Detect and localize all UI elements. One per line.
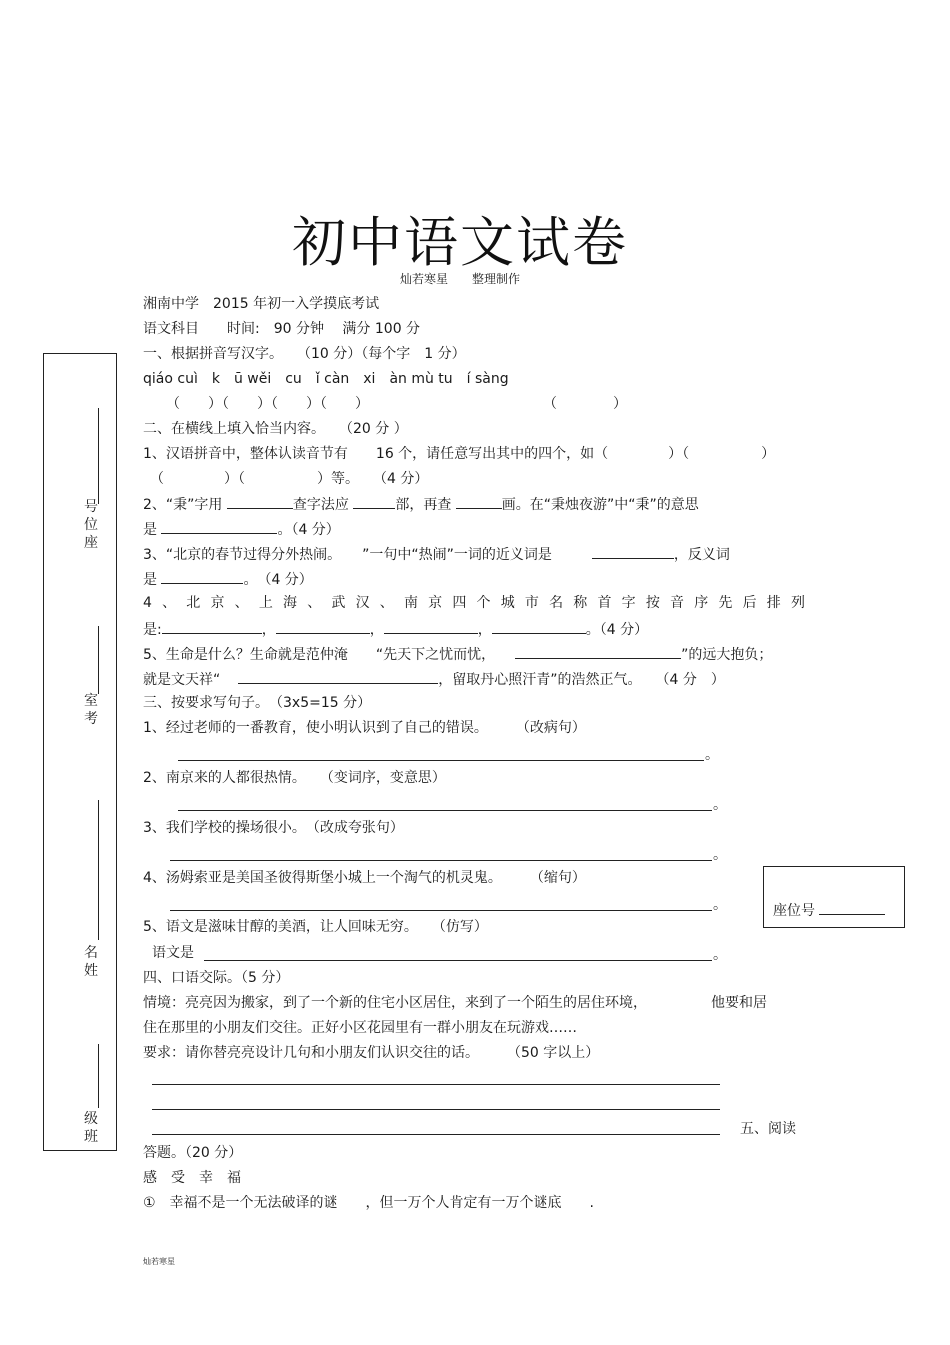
- s2-q4-char: 按: [645, 595, 660, 611]
- s4-context-line2: 住在那里的小朋友们交往。正好小区花园里有一群小朋友在玩游戏……: [143, 1020, 577, 1036]
- sidebar-divider: [98, 800, 99, 940]
- s3-q1: 1、经过老师的一番教育，使小明认识到了自己的错误。 （改病句）: [143, 720, 586, 736]
- s2-q5-line2: [143, 669, 725, 689]
- s2-q4-char: 4: [143, 595, 152, 611]
- section2-heading: 二、在横线上填入恰当内容。 （20 分 ）: [143, 421, 408, 437]
- s2-q4-char: 四: [452, 595, 467, 611]
- s2-q4-char: 、: [162, 595, 177, 611]
- s2-q5-text: 就是文天祥“: [143, 672, 221, 688]
- s2-q2-blank-method[interactable]: [227, 494, 293, 509]
- section3-heading: 三、按要求写句子。 （3x5=15 分）: [143, 695, 372, 711]
- s2-q4-char: 音: [670, 595, 685, 611]
- passage-paragraph-1: ① 幸福不是一个无法破译的谜 ，但一万个人肯定有一万个谜底 .: [143, 1195, 594, 1211]
- subject-info: 语文科目 时间: 90 分钟 满分 100 分: [143, 321, 421, 337]
- s2-q3-text: ，反义词: [673, 547, 730, 563]
- s4-answer-line[interactable]: [152, 1109, 720, 1110]
- s2-q4-char: 市: [524, 595, 539, 611]
- s2-q5-blank-wen[interactable]: [238, 669, 438, 684]
- s3-q2-answer-line[interactable]: [178, 810, 712, 811]
- s3-q1-answer-line[interactable]: [178, 760, 704, 761]
- s2-q1-bracket-end: ）: [761, 446, 776, 462]
- exam-room-label: 室 考: [84, 693, 98, 727]
- s2-q5-text: 5、生命是什么？生命就是范仲淹 “先天下之忧而忧，: [143, 647, 496, 663]
- s2-q4-char: 南: [403, 595, 418, 611]
- s2-q4-score: 。（4 分）: [585, 622, 649, 638]
- s2-q4-blank[interactable]: [384, 619, 478, 634]
- passage-title: 感 受 幸 福: [143, 1170, 241, 1186]
- s2-q4-comma: ，: [261, 622, 276, 638]
- s2-q4-char: 字: [621, 595, 636, 611]
- s2-q5-line1: [143, 644, 772, 664]
- s2-q2-score: 。（4 分）: [277, 522, 340, 538]
- s3-q4: 4、汤姆索亚是美国圣彼得斯堡小城上一个淘气的机灵鬼。 （缩句）: [143, 870, 586, 886]
- s2-q1-line2: [150, 470, 428, 488]
- school-exam-info: 湘南中学 2015 年初一入学摸底考试: [143, 296, 380, 312]
- section4-heading: 四、口语交际。（5 分）: [143, 970, 290, 986]
- s3-q2: 2、南京来的人都很热情。 （变词序，变意思）: [143, 770, 446, 786]
- s2-q4-char: 后: [742, 595, 757, 611]
- s2-q1-text: 1、汉语拼音中，整体认读音节有 16 个，请任意写出其中的四个，如（: [143, 446, 609, 462]
- s2-q4-char: 序: [694, 595, 709, 611]
- s2-q3-line1: [143, 544, 730, 564]
- s2-q4-blank[interactable]: [492, 619, 586, 634]
- s4-answer-line[interactable]: [152, 1134, 720, 1135]
- section5-heading-part2: 答题。（20 分）: [143, 1145, 243, 1161]
- pinyin-answer-brackets[interactable]: （ ）（ ）（ ）（ ）: [166, 396, 369, 412]
- s2-q4-char: 、: [379, 595, 394, 611]
- sidebar-divider: [98, 626, 99, 694]
- s2-q2-blank-strokes[interactable]: [456, 494, 502, 509]
- s2-q2-blank-radical[interactable]: [353, 494, 395, 509]
- s2-q2-blank-meaning[interactable]: [161, 519, 277, 534]
- s2-q3-blank-antonym[interactable]: [161, 569, 243, 584]
- s2-q2-line1: [143, 494, 699, 514]
- s3-q3: 3、我们学校的操场很小。 （改成夸张句）: [143, 820, 404, 836]
- section1-heading: 一、根据拼音写汉字。 （10 分）（每个字 1 分）: [143, 346, 466, 362]
- s2-q4-char: 城: [500, 595, 515, 611]
- s2-q3-line2: [143, 569, 313, 589]
- s3-period: 。: [713, 847, 727, 863]
- sidebar-divider: [98, 1044, 99, 1108]
- s2-q4-blank[interactable]: [162, 619, 262, 634]
- section5-heading-part1: 五、阅读: [740, 1121, 796, 1137]
- s2-q4-line1: [143, 594, 805, 612]
- page-subtitle: 灿若寒星 整理制作: [399, 272, 520, 286]
- s4-requirement: 要求：请你替亮亮设计几句和小朋友们认识交往的话。 （50 字以上）: [143, 1045, 600, 1061]
- seat-number-blank[interactable]: [819, 900, 885, 915]
- s4-context-text: 他要和居: [711, 995, 767, 1011]
- s2-q4-char: 北: [186, 595, 201, 611]
- s2-q1-score: ）等。 （4 分）: [317, 471, 429, 487]
- s4-context-line1: [143, 994, 767, 1012]
- page-title: 初中语文试卷: [292, 211, 628, 274]
- s2-q1-bracket[interactable]: （: [150, 471, 164, 487]
- s2-q4-char: 称: [573, 595, 588, 611]
- s2-q4-line2: [143, 619, 648, 639]
- s2-q5-text: ，留取丹心照汗青”的浩然正气。 （4 分 ）: [438, 672, 725, 688]
- s2-q4-char: 名: [549, 595, 564, 611]
- s2-q4-char: 海: [283, 595, 298, 611]
- class-label: 级 班: [84, 1111, 98, 1145]
- pinyin-line: qiáo cuì k ū wěi cu ǐ càn xi àn mù tu í sàng: [143, 371, 509, 387]
- s2-q4-char: 、: [234, 595, 249, 611]
- s3-period: 。: [713, 797, 727, 813]
- s2-q2-text: 2、“秉”字用: [143, 497, 223, 513]
- s3-period: 。: [705, 747, 719, 763]
- s2-q4-char: 列: [790, 595, 805, 611]
- s2-q4-char: 汉: [355, 595, 370, 611]
- s3-q5-answer-line[interactable]: [204, 960, 712, 961]
- s2-q4-char: 、: [307, 595, 322, 611]
- s2-q2-text: 部，再查: [395, 497, 452, 513]
- seat-number-text: 座位号: [773, 903, 815, 919]
- s2-q4-char: 京: [428, 595, 443, 611]
- s3-period: 。: [713, 897, 727, 913]
- s2-q4-comma: ，: [369, 622, 384, 638]
- s4-context-text: 情境：亮亮因为搬家，到了一个新的住宅小区居住，来到了一个陌生的居住环境，: [143, 995, 647, 1011]
- s2-q4-comma: ，: [477, 622, 492, 638]
- s2-q5-text: ”的远大抱负；: [681, 647, 773, 663]
- s2-q4-text: 是:: [143, 622, 162, 638]
- s2-q2-text: 是: [143, 522, 157, 538]
- s3-q5: 5、语文是滋味甘醇的美酒，让人回味无穷。 （仿写）: [143, 919, 488, 935]
- s3-q4-answer-line[interactable]: [170, 910, 712, 911]
- page-footer: 灿若寒星: [143, 1257, 175, 1266]
- s2-q1-bracket[interactable]: ）（: [224, 471, 245, 487]
- s2-q3-text: 3、“北京的春节过得分外热闹。 ”一句中“热闹”一词的近义词是: [143, 547, 552, 563]
- s2-q4-char: 先: [718, 595, 733, 611]
- s2-q3-score: 。 （4 分）: [243, 572, 313, 588]
- s2-q2-text: 查字法应: [292, 497, 349, 513]
- s2-q1-bracket[interactable]: ）（: [668, 446, 690, 462]
- s2-q2-text: 画。在“秉烛夜游”中“秉”的意思: [501, 497, 699, 513]
- seat-number-label: 号 位 座: [84, 499, 98, 551]
- name-label: 名 姓: [84, 945, 98, 979]
- pinyin-answer-bracket-last[interactable]: （ ）: [543, 396, 627, 412]
- sidebar-divider: [98, 408, 99, 504]
- s3-q5-prefix: 语文是: [152, 945, 194, 961]
- s3-q3-answer-line[interactable]: [170, 860, 712, 861]
- s2-q4-blank[interactable]: [276, 619, 370, 634]
- seat-number-field[interactable]: [773, 900, 885, 920]
- s2-q4-char: 个: [476, 595, 491, 611]
- binding-sidebar: [43, 353, 117, 1151]
- s2-q4-char: 武: [331, 595, 346, 611]
- s4-answer-line[interactable]: [152, 1084, 720, 1085]
- s2-q4-char: 京: [210, 595, 225, 611]
- s2-q3-blank-synonym[interactable]: [592, 544, 674, 559]
- s2-q5-blank-fan[interactable]: [515, 644, 681, 659]
- s3-period: 。: [713, 947, 727, 963]
- s2-q4-char: 首: [597, 595, 612, 611]
- s2-q4-char: 排: [766, 595, 781, 611]
- s2-q1-line1: [143, 445, 775, 463]
- s2-q3-text: 是: [143, 572, 157, 588]
- s2-q2-line2: [143, 519, 340, 539]
- s2-q4-char: 上: [258, 595, 273, 611]
